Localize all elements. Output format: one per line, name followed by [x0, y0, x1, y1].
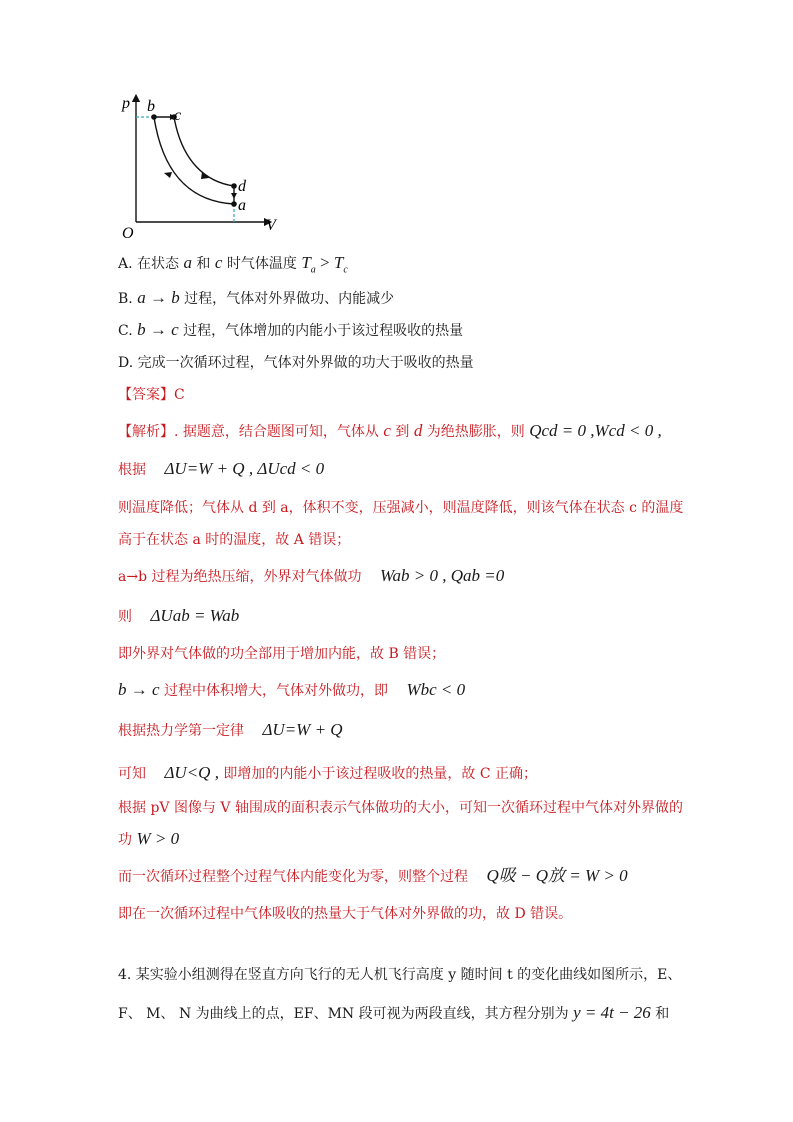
- point-a: [231, 201, 237, 207]
- point-d: [231, 183, 237, 189]
- axis-label-p: p: [122, 95, 130, 112]
- option-b: B. a → b 过程，气体对外界做功、内能减少: [118, 288, 395, 307]
- pv-diagram: [118, 92, 288, 242]
- analysis-line-13: 而一次循环过程整个过程气体内能变化为零，则整个过程 Q吸 − Q放 = W > 0: [118, 866, 628, 885]
- option-a: A. 在状态 a 和 c 时气体温度 $T_a > T_c$: [118, 253, 348, 276]
- arrow-cd: [201, 172, 209, 179]
- analysis-line-1: 【解析】. 据题意，结合题图可知，气体从 c 到 d 为绝热膨胀，则 Qcd = 0 ,Wcd < 0 ,: [118, 421, 662, 440]
- temperature-relation: $T_a > T_c$: [301, 253, 348, 276]
- axis-label-v: V: [266, 217, 276, 234]
- analysis-line-2: 根据 ΔU=W + Q , ΔUcd < 0: [118, 459, 325, 478]
- answer: 【答案】C: [118, 387, 185, 403]
- analysis-line-11: 根据 pV 图像与 V 轴围成的面积表示气体做功的大小，可知一次循环过程中气体对外界做的: [118, 800, 683, 816]
- analysis-line-10: 可知 ΔU<Q , 即增加的内能小于该过程吸收的热量，故 C 正确；: [118, 763, 538, 782]
- arrow-ab: [164, 172, 172, 178]
- question-4-line-2: F、 M、 N 为曲线上的点，EF、MN 段可视为两段直线，其方程分别为 y = 4t − 26 和: [118, 1003, 670, 1022]
- arrow-da: [231, 193, 237, 199]
- analysis-line-12: 功 W > 0: [118, 829, 180, 848]
- analysis-line-8: b → c 过程中体积增大，气体对外做功，即 Wbc < 0: [118, 680, 466, 699]
- point-label-a: a: [238, 197, 246, 214]
- analysis-line-9: 根据热力学第一定律 ΔU=W + Q: [118, 720, 343, 739]
- origin-label: O: [122, 225, 134, 242]
- analysis-line-3: 则温度降低；气体从 d 到 a，体积不变，压强减小，则温度降低，则该气体在状态 c 的温度: [118, 500, 684, 516]
- point-b: [151, 114, 157, 120]
- process-ab: [154, 117, 234, 204]
- point-label-d: d: [238, 178, 246, 195]
- option-c: C. b → c 过程，气体增加的内能小于该过程吸收的热量: [118, 320, 464, 339]
- option-d: D. 完成一次循环过程，气体对外界做的功大于吸收的热量: [118, 355, 474, 371]
- analysis-line-14: 即在一次循环过程中气体吸收的热量大于气体对外界做的功，故 D 错误。: [118, 906, 573, 922]
- analysis-line-5: a→b 过程为绝热压缩，外界对气体做功 Wab > 0 , Qab =0: [118, 566, 505, 585]
- analysis-line-7: 即外界对气体做的功全部用于增加内能，故 B 错误；: [118, 646, 446, 662]
- point-label-b: b: [147, 98, 155, 115]
- analysis-line-6: 则 ΔUab = Wab: [118, 606, 240, 625]
- question-4-line-1: 4. 某实验小组测得在竖直方向飞行的无人机飞行高度 y 随时间 t 的变化曲线如图所示，E、: [118, 967, 682, 983]
- point-label-c: c: [174, 107, 182, 124]
- analysis-line-4: 高于在状态 a 时的温度，故 A 错误；: [118, 532, 351, 548]
